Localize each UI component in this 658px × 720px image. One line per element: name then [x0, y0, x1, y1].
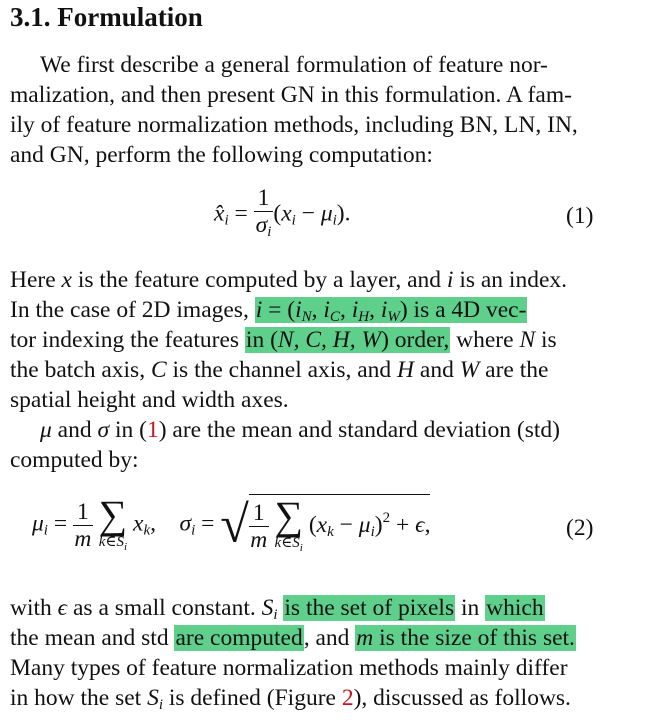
para1-line-2: malization, and then present GN in this formulation. A fam- — [10, 82, 572, 108]
figure-ref-link[interactable]: 2 — [341, 685, 354, 711]
equation-1-number: (1) — [566, 203, 594, 229]
para2-line-3: tor indexing the features in (N, C, H, W) order, where N is — [10, 327, 557, 353]
para3-line-1: μ and σ in (1) are the mean and standard deviation (std) — [40, 417, 560, 443]
highlight-are-computed: are computed — [175, 625, 303, 651]
para3-line-2: computed by: — [10, 447, 139, 473]
para4-line-1: with ϵ as a small constant. $S_i$ is the set of pixels in which — [10, 595, 544, 623]
eq1-fraction: $\frac{1}{\sigma_i}$ — [255, 185, 272, 240]
para4-line-2: the mean and std are computed, and m is the size of this set. — [10, 625, 575, 651]
equation-2-number: (2) — [566, 515, 594, 541]
equation-ref-link[interactable]: 1 — [146, 417, 159, 443]
para2-line-2: In the case of 2D images, $i = (i_N$, $i_C$, $i_H$, $i_W$) is a 4D vec- — [10, 297, 527, 325]
para2-line-4: the batch axis, C is the channel axis, and H and W are the — [10, 357, 549, 383]
equation-2: $\mu_i$ = $\frac{1}{m}$ ∑ $k\in S_i$ $x_k$, $\sigma_i$ = √ $\frac{1}{m}$ ∑ $k\in S_i$ $(x_k - \mu_i)^2 + \epsilon$, — [32, 491, 431, 554]
highlight-order: in (N, C, H, W) order, — [245, 327, 450, 353]
highlight-set-of-pixels: is the set of pixels — [284, 595, 455, 621]
para1-line-1: We first describe a general formulation of feature nor- — [40, 52, 548, 78]
section-number: 3.1. — [10, 2, 51, 32]
equation-1: $x̂_i$ = $\frac{1}{\sigma_i}$ $(x_i - \mu_i)$. — [214, 185, 351, 245]
para1-line-3: ily of feature normalization methods, including BN, LN, IN, — [10, 112, 578, 138]
highlight-index-vector: $i = (i_N$, $i_C$, $i_H$, $i_W$) is a 4D vec- — [255, 297, 527, 325]
para2-line-5: spatial height and width axes. — [10, 387, 289, 413]
section-heading — [10, 2, 203, 33]
section-title: Formulation — [57, 2, 203, 32]
para2-line-1: Here x is the feature computed by a layer, and i is an index. — [10, 267, 568, 293]
highlight-which: which — [486, 595, 544, 621]
para4-line-3: Many types of feature normalization methods mainly differ — [10, 655, 568, 681]
highlight-m-size: m is the size of this set. — [356, 625, 575, 651]
para1-line-4: and GN, perform the following computation: — [10, 142, 433, 168]
para4-line-4: in how the set $S_i$ is defined (Figure 2), discussed as follows. — [10, 685, 571, 713]
